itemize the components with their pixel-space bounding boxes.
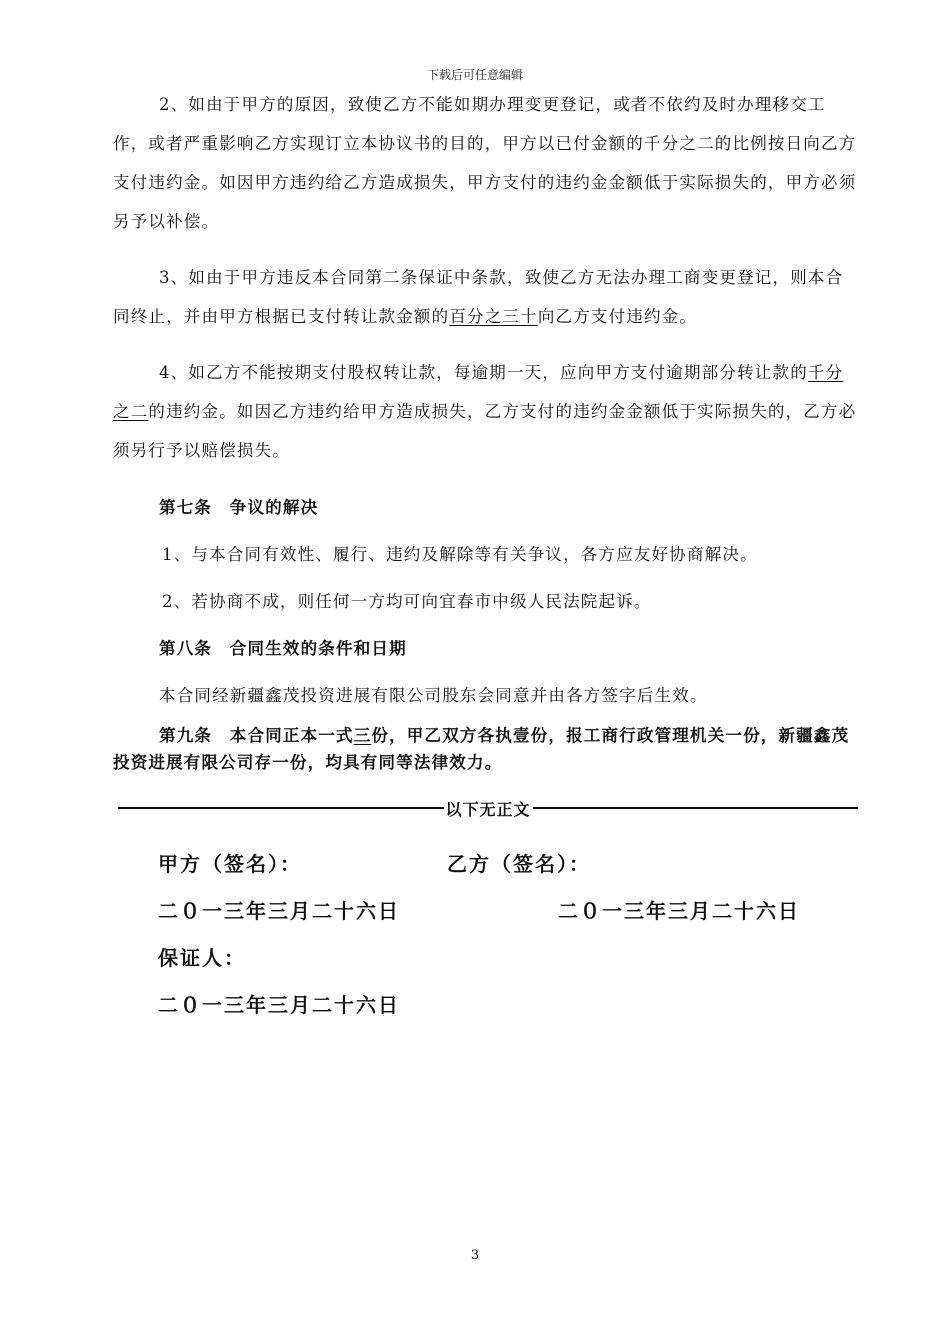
- party-a-signature-label: 甲方（签名）：: [158, 852, 302, 876]
- clause6-paragraph-4: [113, 353, 858, 470]
- clause8-title: 第八条 合同生效的条件和日期: [159, 639, 407, 658]
- party-a-date: 二０一三年三月二十六日: [158, 899, 400, 923]
- paragraph-text: 2、如由于甲方的原因，致使乙方不能如期办理变更登记，或者不依约及时办理移交工作，或者严重影响乙方实现订立本协议书的目的，甲方以已付金额的千分之二的比例按日向乙方支付违约金。如因甲方违约给乙方造成损失，甲方支付的违约金金额低于实际损失的，甲方必须另予以补偿。: [113, 95, 857, 231]
- page-header: 下载后可任意编辑: [426, 68, 523, 82]
- text-segment: 4、如乙方不能按期支付股权转让款，每逾期一天，应向甲方支付逾期部分转让款的: [159, 363, 808, 382]
- end-of-text-divider: [118, 796, 858, 820]
- paragraph-text: [113, 258, 858, 336]
- clause6-paragraph-3: [113, 258, 858, 336]
- clause7-item-2: 2、若协商不成，则任何一方均可向宜春市中级人民法院起诉。: [162, 592, 652, 611]
- clause7-title: 第七条 争议的解决: [159, 498, 319, 517]
- text-segment: 3、如由于甲方违反本合同第二条保证中条款，致使乙方无法办理工商变更登记，则本合同终止，并由甲方根据已支付转让款金额的: [113, 268, 844, 326]
- clause8-body: 本合同经新疆鑫茂投资进展有限公司股东会同意并由各方签字后生效。: [159, 686, 708, 705]
- divider-line-left: [118, 807, 444, 809]
- clause9: [113, 722, 858, 776]
- party-b-signature-label: 乙方（签名）：: [447, 852, 591, 876]
- text-segment: 的违约金。如因乙方违约给甲方造成损失，乙方支付的违约金金额低于实际损失的，乙方必须另行予以赔偿损失。: [113, 402, 857, 460]
- divider-line-right: [533, 807, 859, 809]
- text-segment: 向乙方支付违约金。: [537, 307, 698, 326]
- paragraph-text: [113, 353, 858, 470]
- text-segment: 份，甲乙双方各执壹份，报工商行政管理机关一份，新疆鑫茂投资进展有限公司存一份，均具有同等法律效力。: [113, 726, 850, 772]
- underlined-rate: 千分之二: [113, 363, 844, 421]
- clause6-paragraph-2: [113, 85, 858, 241]
- divider-text: 以下无正文: [445, 799, 531, 819]
- guarantor-date: 二０一三年三月二十六日: [158, 993, 400, 1017]
- page-number: 3: [470, 1248, 480, 1263]
- underlined-amount: 百分之三十: [449, 307, 538, 326]
- text-segment: 第九条 本合同正本一式: [159, 726, 354, 745]
- party-b-date: 二０一三年三月二十六日: [558, 899, 800, 923]
- clause7-item-1: 1、与本合同有效性、履行、违约及解除等有关争议，各方应友好协商解决。: [162, 545, 758, 564]
- paragraph-text: [113, 722, 858, 776]
- underlined-copies: 三: [353, 726, 372, 745]
- guarantor-label: 保证人：: [158, 946, 246, 970]
